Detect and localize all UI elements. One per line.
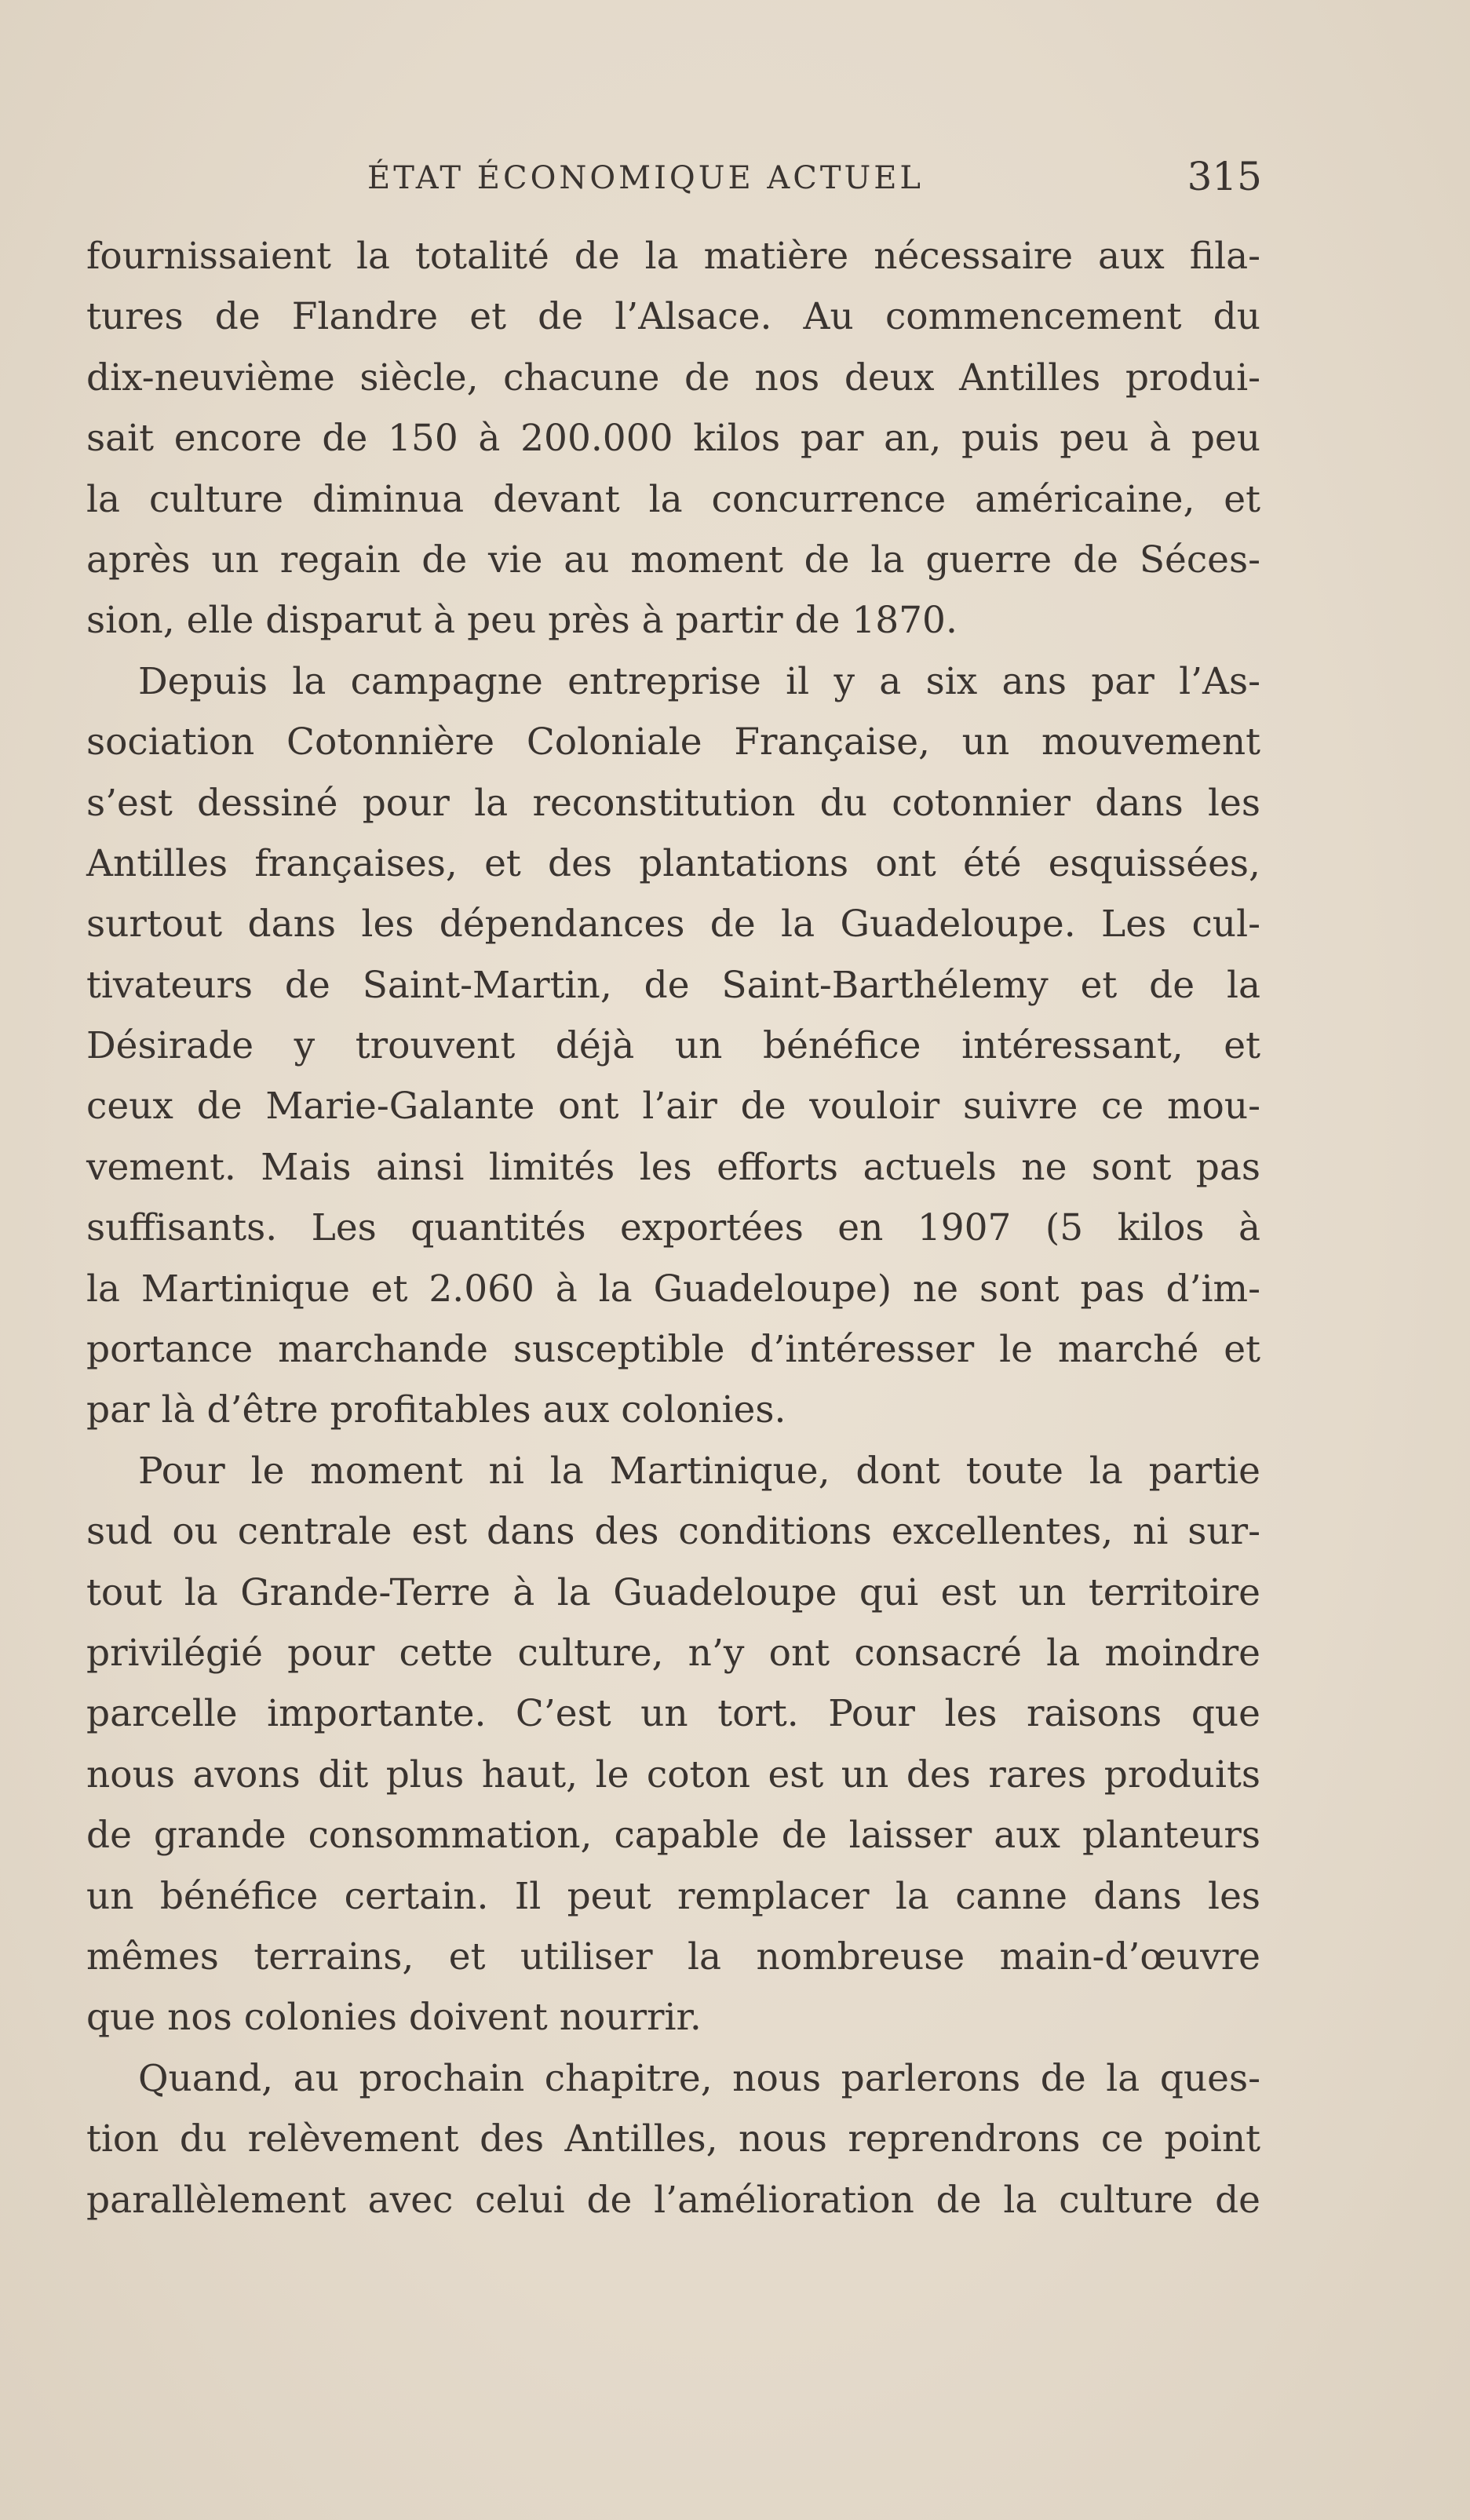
text-line: Antilles françaises, et des plantations ont été esquissées, — [86, 841, 1260, 885]
paragraph-2 — [86, 651, 1260, 1441]
text-line: mêmes terrains, et utiliser la nombreuse main-d’œuvre — [86, 1935, 1260, 1978]
paragraph-3 — [86, 1441, 1260, 2048]
paragraph-4 — [86, 2048, 1260, 2230]
text-line: nous avons dit plus haut, le coton est un des rares produits — [86, 1752, 1260, 1796]
text-line: sociation Cotonnière Coloniale Française, un mouvement — [86, 720, 1260, 764]
text-line: tion du relèvement des Antilles, nous reprendrons ce point — [86, 2117, 1260, 2161]
paragraph-1 — [86, 226, 1260, 651]
text-line: privilégié pour cette culture, n’y ont consacré la moindre — [86, 1631, 1260, 1675]
text-line: vement. Mais ainsi limités les efforts actuels ne sont pas — [86, 1145, 1260, 1189]
page-number: 315 — [1187, 154, 1262, 199]
text-line: que nos colonies doivent nourrir. — [86, 1996, 702, 2040]
text-line: s’est dessiné pour la reconstitution du cotonnier dans les — [86, 781, 1260, 825]
text-line: Désirade y trouvent déjà un bénéfice intéressant, et — [86, 1024, 1260, 1068]
text-line: surtout dans les dépendances de la Guadeloupe. Les cul- — [86, 903, 1260, 946]
text-line: portance marchande susceptible d’intéresser le marché et — [86, 1328, 1260, 1372]
text-line: sud ou centrale est dans des conditions excellentes, ni sur- — [86, 1510, 1260, 1554]
text-line: tout la Grande-Terre à la Guadeloupe qui est un territoire — [86, 1570, 1260, 1614]
text-line: la Martinique et 2.060 à la Guadeloupe) ne sont pas d’im- — [86, 1267, 1260, 1311]
text-line: après un regain de vie au moment de la guerre de Séces- — [86, 538, 1260, 582]
text-line: suffisants. Les quantités exportées en 1907 (5 kilos à — [86, 1206, 1260, 1250]
text-line: ceux de Marie-Galante ont l’air de vouloir suivre ce mou- — [86, 1085, 1260, 1129]
text-line: de grande consommation, capable de laisser aux planteurs — [86, 1814, 1260, 1858]
text-line: tures de Flandre et de l’Alsace. Au commencement du — [86, 295, 1260, 339]
text-line: Depuis la campagne entreprise il y a six ans par l’As- — [138, 659, 1260, 703]
text-line: sion, elle disparut à peu près à partir de 1870. — [86, 599, 958, 643]
running-head — [367, 154, 1262, 209]
text-line: parallèlement avec celui de l’amélioration de la culture de — [86, 2178, 1260, 2222]
running-title: ÉTAT ÉCONOMIQUE ACTUEL — [367, 160, 924, 196]
text-line: Pour le moment ni la Martinique, dont toute la partie — [138, 1449, 1260, 1493]
text-line: fournissaient la totalité de la matière nécessaire aux fila- — [86, 235, 1260, 278]
text-line: par là d’être profitables aux colonies. — [86, 1388, 786, 1432]
body-text — [86, 226, 1260, 2230]
text-line: Quand, au prochain chapitre, nous parlerons de la ques- — [138, 2056, 1260, 2100]
text-line: tivateurs de Saint-Martin, de Saint-Barthélemy et de la — [86, 963, 1260, 1007]
text-line: un bénéfice certain. Il peut remplacer la canne dans les — [86, 1874, 1260, 1918]
text-line: sait encore de 150 à 200.000 kilos par an, puis peu à peu — [86, 417, 1260, 461]
text-line: parcelle importante. C’est un tort. Pour les raisons que — [86, 1692, 1260, 1736]
text-line: dix-neuvième siècle, chacune de nos deux Antilles produi- — [86, 356, 1260, 399]
text-line: la culture diminua devant la concurrence américaine, et — [86, 477, 1260, 521]
